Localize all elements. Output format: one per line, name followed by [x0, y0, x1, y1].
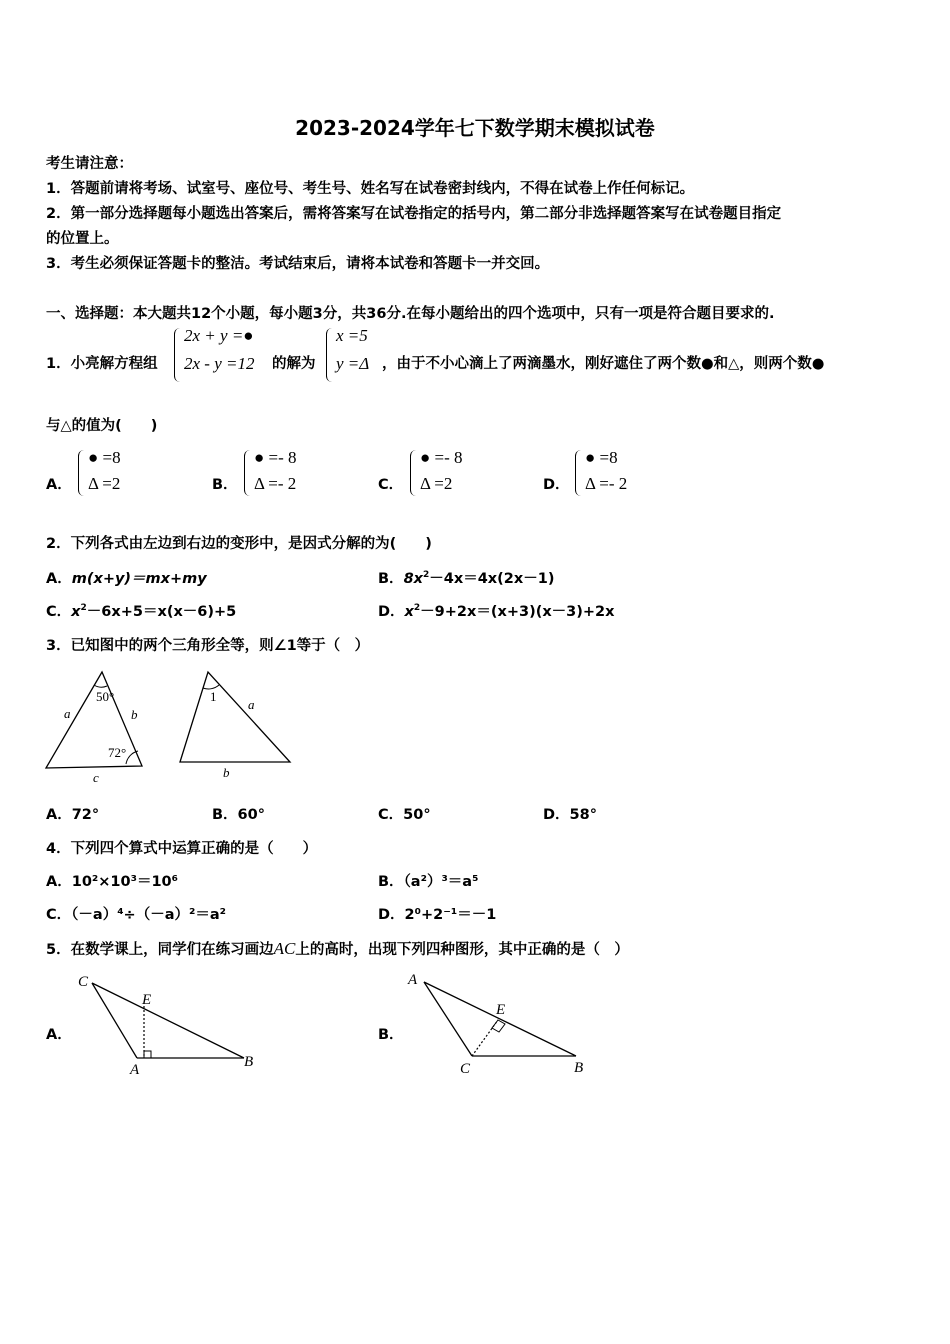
- q1-option-a-label: A．: [46, 477, 72, 493]
- q3-side-c: c: [93, 770, 99, 785]
- q3-angle-arc-top: [94, 685, 107, 687]
- q3-stem: 3．已知图中的两个三角形全等，则∠1等于（ ）: [46, 638, 370, 654]
- q5b-label-a: A: [408, 972, 418, 988]
- q4-stem: 4．下列四个算式中运算正确的是（ ）: [46, 841, 318, 857]
- q5b-label-e: E: [496, 1002, 506, 1018]
- section-heading: 一、选择题：本大题共12个小题，每小题3分，共36分.在每小题给出的四个选项中，只有一项是符合题目要求的.: [46, 306, 775, 322]
- notice-item-2: 2．第一部分选择题每小题选出答案后，需将答案写在试卷指定的括号内，第二部分非选择题答案写在试卷题目指定: [46, 206, 782, 222]
- q3-fig2-side-a: a: [248, 697, 255, 712]
- q5a-label-b: B: [244, 1054, 254, 1070]
- q1-line2: 与△的值为( ): [46, 418, 158, 434]
- q2-option-a: A．m(x+y)＝mx+my: [46, 571, 207, 587]
- q3-side-b: b: [131, 707, 138, 722]
- q3-angle-50: 50°: [96, 689, 115, 704]
- q4-option-a: A．10²×10³＝10⁶: [46, 874, 178, 890]
- q3-option-c: C．50°: [378, 807, 431, 823]
- q5a-label-c: C: [78, 974, 89, 990]
- q3-fig2-side-b: b: [223, 765, 230, 780]
- q1-suffix: ，由于不小心滴上了两滴墨水，刚好遮住了两个数●和△，则两个数●: [382, 356, 825, 372]
- q1-mid: 的解为: [272, 356, 316, 372]
- q5a-label-e: E: [142, 992, 152, 1008]
- q4-option-d: D．2⁰+2⁻¹＝－1: [378, 907, 497, 923]
- q5b-label-b: B: [574, 1060, 584, 1076]
- q5-option-b-label: B．: [378, 1027, 404, 1043]
- q5b-right-angle: [492, 1020, 505, 1032]
- q3-side-a: a: [64, 706, 71, 721]
- q5-stem: 5．在数学课上，同学们在练习画边AC上的高时，出现下列四种图形，其中正确的是（ ）: [46, 939, 629, 958]
- q1-eq2: 2x - y =12: [184, 354, 255, 373]
- q1-option-b-label: B．: [212, 477, 238, 493]
- notice-item-3: 3．考生必须保证答题卡的整洁。考试结束后，请将本试卷和答题卡一并交回。: [46, 256, 550, 272]
- q1-sol2: y =Δ: [336, 354, 370, 373]
- page-title: 2023-2024学年七下数学期末模拟试卷: [295, 116, 655, 140]
- q3-angle-72: 72°: [108, 745, 127, 760]
- q2-option-c: C．$x^2-6x+5=x(x-6)+5$: [46, 603, 237, 620]
- notice-item-1: 1．答题前请将考场、试室号、座位号、考生号、姓名写在试卷密封线内，不得在试卷上作任何标记。: [46, 181, 695, 197]
- q3-option-b: B．60°: [212, 807, 265, 823]
- q5-figure-a: [74, 966, 274, 1078]
- q5-figure-b: [404, 966, 604, 1078]
- q4-option-c: C．（－a）⁴÷（－a）²＝a²: [46, 907, 226, 923]
- q1-eq1: 2x + y =●: [184, 326, 254, 345]
- q5a-label-a: A: [130, 1062, 140, 1078]
- q5-option-a-label: A．: [46, 1027, 72, 1043]
- q1-sol1: x =5: [336, 326, 368, 345]
- notice-item-2-cont: 的位置上。: [46, 231, 119, 247]
- q3-option-d: D．58°: [543, 807, 597, 823]
- q2-option-d: D．$x^2-9+2x=(x+3)(x-3)+2x$: [378, 603, 615, 620]
- q4-option-b: B．（a²）³＝a⁵: [378, 874, 479, 890]
- q5b-side-ab: [424, 982, 576, 1056]
- q1-option-d-label: D．: [543, 477, 570, 493]
- notice-heading: 考生请注意：: [46, 156, 133, 172]
- q1-option-c-label: C．: [378, 477, 404, 493]
- q2-option-b: B．$8x^2-4x=4x(2x-1)$: [378, 570, 555, 587]
- q5a-right-angle: [144, 1051, 151, 1058]
- q2-stem: 2．下列各式由左边到右边的变形中，是因式分解的为( ): [46, 536, 432, 552]
- q3-option-a: A．72°: [46, 807, 100, 823]
- q3-triangles-figure: [40, 665, 300, 785]
- q3-triangle-2: [180, 672, 290, 762]
- q1-prefix: 1．小亮解方程组: [46, 356, 158, 372]
- q5b-label-c: C: [460, 1061, 471, 1077]
- q3-angle-1: 1: [210, 689, 217, 704]
- q3-triangle-1: [46, 672, 142, 768]
